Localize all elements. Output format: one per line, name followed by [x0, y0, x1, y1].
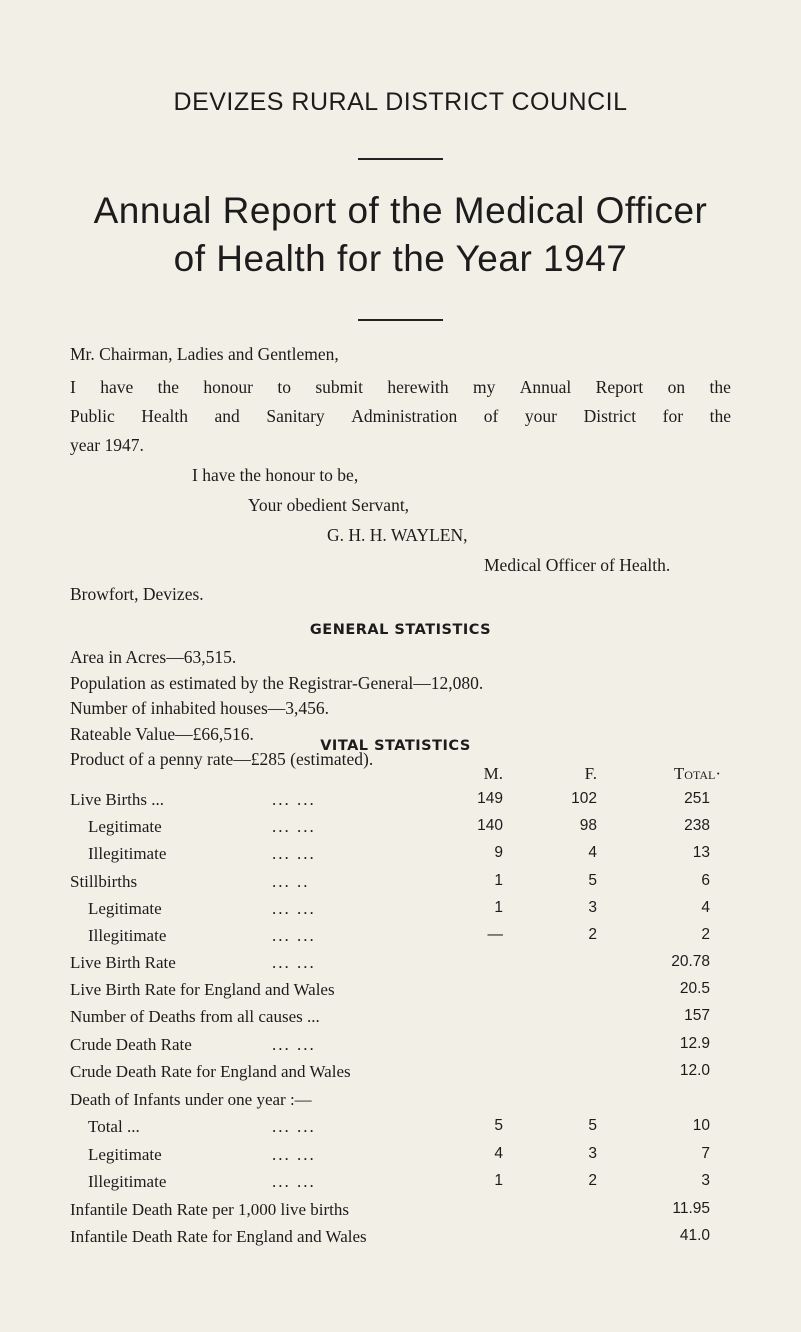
- vital-row-m: 4: [494, 1145, 503, 1162]
- vital-row-m: 5: [494, 1117, 503, 1134]
- letter-body_line1-word: on: [667, 377, 686, 397]
- divider-top: [358, 158, 443, 160]
- vital-row-f: 5: [588, 1117, 597, 1134]
- vital-row-label: Crude Death Rate for England and Wales: [70, 1062, 351, 1081]
- vital-row: [0, 953, 801, 981]
- vital-row: [0, 1227, 801, 1255]
- letter-body_line1-word: have: [100, 377, 134, 397]
- vital-row-total: 13: [692, 844, 710, 861]
- col-header-total: Total·: [673, 764, 721, 783]
- vital-row: [0, 790, 801, 818]
- vital-row-f: 5: [588, 872, 597, 889]
- stat-rateable-value: Rateable Value—£66,516.: [70, 724, 254, 744]
- vital-row-label: Infantile Death Rate for England and Wales: [70, 1227, 367, 1246]
- stat-area: Area in Acres—63,515.: [70, 647, 237, 667]
- vital-row: [0, 899, 801, 927]
- letter-body_line2-word: for: [662, 406, 684, 426]
- vital-row: [0, 844, 801, 872]
- letter-body_line2-word: Health: [141, 406, 188, 426]
- vital-row-label: Legitimate: [88, 817, 162, 836]
- letter-body_line2-word: and: [214, 406, 240, 426]
- letter-body_line1-word: the: [157, 377, 180, 397]
- vital-row: [0, 1200, 801, 1228]
- letter-body_line2-word: your: [524, 406, 557, 426]
- vital-row: [0, 980, 801, 1008]
- letter-signature: G. H. H. WAYLEN,: [327, 525, 468, 545]
- vital-row: [0, 926, 801, 954]
- vital-row-label: Total ...: [88, 1117, 140, 1136]
- letter-body_line1-word: the: [709, 377, 731, 397]
- vital-statistics-heading: VITAL STATISTICS: [320, 738, 471, 754]
- vital-row-label: Infantile Death Rate per 1,000 live births: [70, 1200, 349, 1219]
- letter-body_line1-word: submit: [315, 377, 363, 397]
- stat-population: Population as estimated by the Registrar-General—12,080.: [70, 673, 484, 693]
- letter-salutation: Mr. Chairman, Ladies and Gentlemen,: [70, 344, 339, 364]
- vital-row-label: Legitimate: [88, 1145, 162, 1164]
- vital-row: [0, 1090, 801, 1118]
- vital-row-total: 20.78: [671, 953, 710, 970]
- letter-body-line1: [70, 377, 731, 398]
- vital-row-total: 2: [701, 926, 710, 943]
- letter-body-line3: year 1947.: [70, 435, 144, 455]
- vital-row-leader-dots: ... ...: [272, 953, 316, 972]
- vital-row-leader-dots: ... ...: [272, 844, 316, 863]
- vital-table-header: [0, 764, 801, 792]
- vital-row-f: 98: [579, 817, 597, 834]
- vital-row: [0, 1035, 801, 1063]
- vital-row-label: Illegitimate: [88, 926, 167, 945]
- vital-row: [0, 1145, 801, 1173]
- vital-row: [0, 1117, 801, 1145]
- vital-row-leader-dots: ... ...: [272, 790, 316, 809]
- vital-row-label: Illegitimate: [88, 1172, 167, 1191]
- vital-row-label: Illegitimate: [88, 844, 167, 863]
- letter-closing-servant: Your obedient Servant,: [248, 495, 410, 515]
- vital-row-f: 3: [588, 1145, 597, 1162]
- vital-row-total: 157: [684, 1007, 710, 1024]
- vital-row-label: Live Births ...: [70, 790, 164, 809]
- vital-row-leader-dots: ... ...: [272, 899, 316, 918]
- vital-row-m: 9: [494, 844, 503, 861]
- col-header-m: M.: [483, 764, 503, 783]
- vital-row-total: 6: [701, 872, 710, 889]
- vital-row: [0, 1007, 801, 1035]
- vital-row: [0, 817, 801, 845]
- vital-row-m: 149: [477, 790, 503, 807]
- vital-row-leader-dots: ... ..: [272, 872, 310, 891]
- vital-row-m: 1: [494, 1172, 503, 1189]
- letter-address: Browfort, Devizes.: [70, 584, 204, 604]
- letter-body-line2: [70, 406, 731, 427]
- vital-row-label: Legitimate: [88, 899, 162, 918]
- vital-row-label: Live Birth Rate for England and Wales: [70, 980, 335, 999]
- letter-body_line1-word: Report: [595, 377, 644, 397]
- vital-row-m: 1: [494, 872, 503, 889]
- vital-row-total: 238: [684, 817, 710, 834]
- general-statistics-heading: GENERAL STATISTICS: [309, 622, 492, 638]
- vital-row-total: 20.5: [679, 980, 710, 997]
- letter-body_line2-word: District: [583, 406, 637, 426]
- letter-body_line1-word: honour: [203, 377, 253, 397]
- vital-row: [0, 872, 801, 900]
- vital-row-total: 11.95: [672, 1200, 710, 1217]
- vital-row-leader-dots: ... ...: [272, 1172, 316, 1191]
- council-name: DEVIZES RURAL DISTRICT COUNCIL: [173, 88, 628, 116]
- letter-body_line2-word: the: [709, 406, 731, 426]
- vital-row-f: 2: [588, 1172, 597, 1189]
- stat-houses: Number of inhabited houses—3,456.: [70, 698, 330, 718]
- vital-row-leader-dots: ... ...: [272, 1117, 316, 1136]
- letter-body_line1-word: herewith: [387, 377, 449, 397]
- vital-row-total: 4: [701, 899, 710, 916]
- vital-row: [0, 1062, 801, 1090]
- vital-row-label: Crude Death Rate: [70, 1035, 192, 1054]
- vital-row-leader-dots: ... ...: [272, 1145, 316, 1164]
- letter-body_line1-word: my: [472, 377, 496, 397]
- vital-row-leader-dots: ... ...: [272, 817, 316, 836]
- letter-body_line1-word: Annual: [519, 377, 572, 397]
- vital-row-label: Stillbirths: [70, 872, 138, 891]
- stat-penny-rate: Product of a penny rate—£285 (estimated).: [70, 749, 374, 769]
- letter-position: Medical Officer of Health.: [484, 555, 671, 575]
- vital-row: [0, 1172, 801, 1200]
- vital-row-total: 7: [701, 1145, 710, 1162]
- vital-row-m: —: [487, 926, 503, 943]
- letter-body_line1-word: I: [70, 377, 76, 397]
- vital-row-f: 4: [588, 844, 597, 861]
- vital-row-label: Number of Deaths from all causes ...: [70, 1007, 320, 1026]
- vital-row-total: 251: [684, 790, 710, 807]
- vital-row-label: Death of Infants under one year :—: [70, 1090, 312, 1109]
- report-title-line2: of Health for the Year 1947: [173, 238, 628, 279]
- vital-row-f: 102: [571, 790, 597, 807]
- letter-body_line1-word: to: [277, 377, 291, 397]
- vital-row-leader-dots: ... ...: [272, 926, 316, 945]
- letter-closing: I have the honour to be,: [192, 465, 359, 485]
- vital-row-leader-dots: ... ...: [272, 1035, 316, 1054]
- vital-row-f: 3: [588, 899, 597, 916]
- vital-row-f: 2: [588, 926, 597, 943]
- vital-row-m: 1: [494, 899, 503, 916]
- vital-row-m: 140: [477, 817, 503, 834]
- report-title-line1: Annual Report of the Medical Officer: [93, 190, 708, 231]
- letter-body_line2-word: Public: [70, 406, 115, 426]
- letter-body_line2-word: Sanitary: [266, 406, 325, 426]
- vital-row-total: 10: [692, 1117, 710, 1134]
- vital-row-label: Live Birth Rate: [70, 953, 176, 972]
- letter-body_line2-word: Administration: [351, 406, 458, 426]
- letter-body_line2-word: of: [483, 406, 499, 426]
- divider-bottom: [358, 319, 443, 321]
- vital-row-total: 41.0: [679, 1227, 710, 1244]
- vital-row-total: 12.9: [679, 1035, 710, 1052]
- vital-row-total: 3: [701, 1172, 710, 1189]
- vital-row-total: 12.0: [679, 1062, 710, 1079]
- col-header-f: F.: [584, 764, 597, 783]
